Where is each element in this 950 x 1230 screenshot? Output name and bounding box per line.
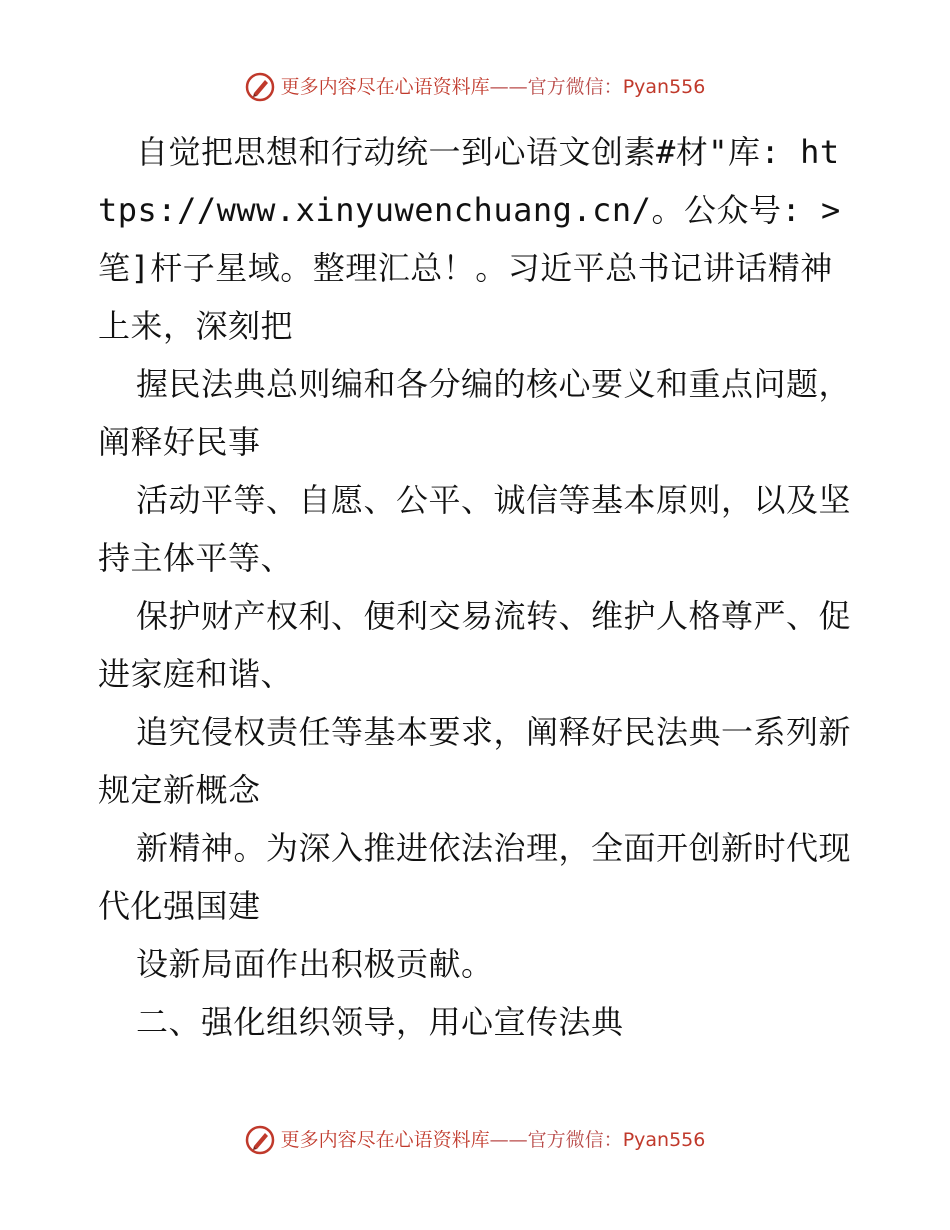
banner-wechat-id: Pyan556 bbox=[622, 76, 706, 98]
banner-site-text: 更多内容尽在心语资料库 bbox=[280, 76, 490, 98]
paragraph: 设新局面作出积极贡献。 bbox=[136, 945, 494, 983]
banner-wechat-id: Pyan556 bbox=[622, 1129, 706, 1151]
paragraph: 握民法典总则编和各分编的核心要义和重点问题，阐释好民事 bbox=[98, 365, 852, 461]
footer-banner bbox=[0, 1125, 950, 1155]
paragraph: 新精神。为深入推进依法治理，全面开创新时代现代化强国建 bbox=[98, 829, 852, 925]
pen-seal-icon bbox=[245, 72, 275, 102]
banner-separator: —— bbox=[489, 76, 528, 98]
paragraph: 活动平等、自愿、公平、诚信等基本原则，以及坚持主体平等、 bbox=[98, 481, 852, 577]
document-body bbox=[98, 123, 858, 1051]
paragraph: 二、强化组织领导，用心宣传法典 bbox=[136, 1003, 624, 1041]
paragraph: 自觉把思想和行动统一到心语文创素#材"库: https://www.xinyuwenchuang.cn/。公众号: >笔]杆子星域。整理汇总！。习近平总书记讲话精神上来，深刻把 bbox=[98, 133, 841, 345]
banner-wechat-label: 官方微信： bbox=[527, 76, 623, 98]
header-banner bbox=[0, 72, 950, 102]
paragraph: 保护财产权利、便利交易流转、维护人格尊严、促进家庭和谐、 bbox=[98, 597, 852, 693]
banner-wechat-label: 官方微信： bbox=[527, 1129, 623, 1151]
pen-seal-icon bbox=[245, 1125, 275, 1155]
paragraph: 追究侵权责任等基本要求，阐释好民法典一系列新规定新概念 bbox=[98, 713, 852, 809]
banner-separator: —— bbox=[489, 1129, 528, 1151]
banner-site-text: 更多内容尽在心语资料库 bbox=[280, 1129, 490, 1151]
